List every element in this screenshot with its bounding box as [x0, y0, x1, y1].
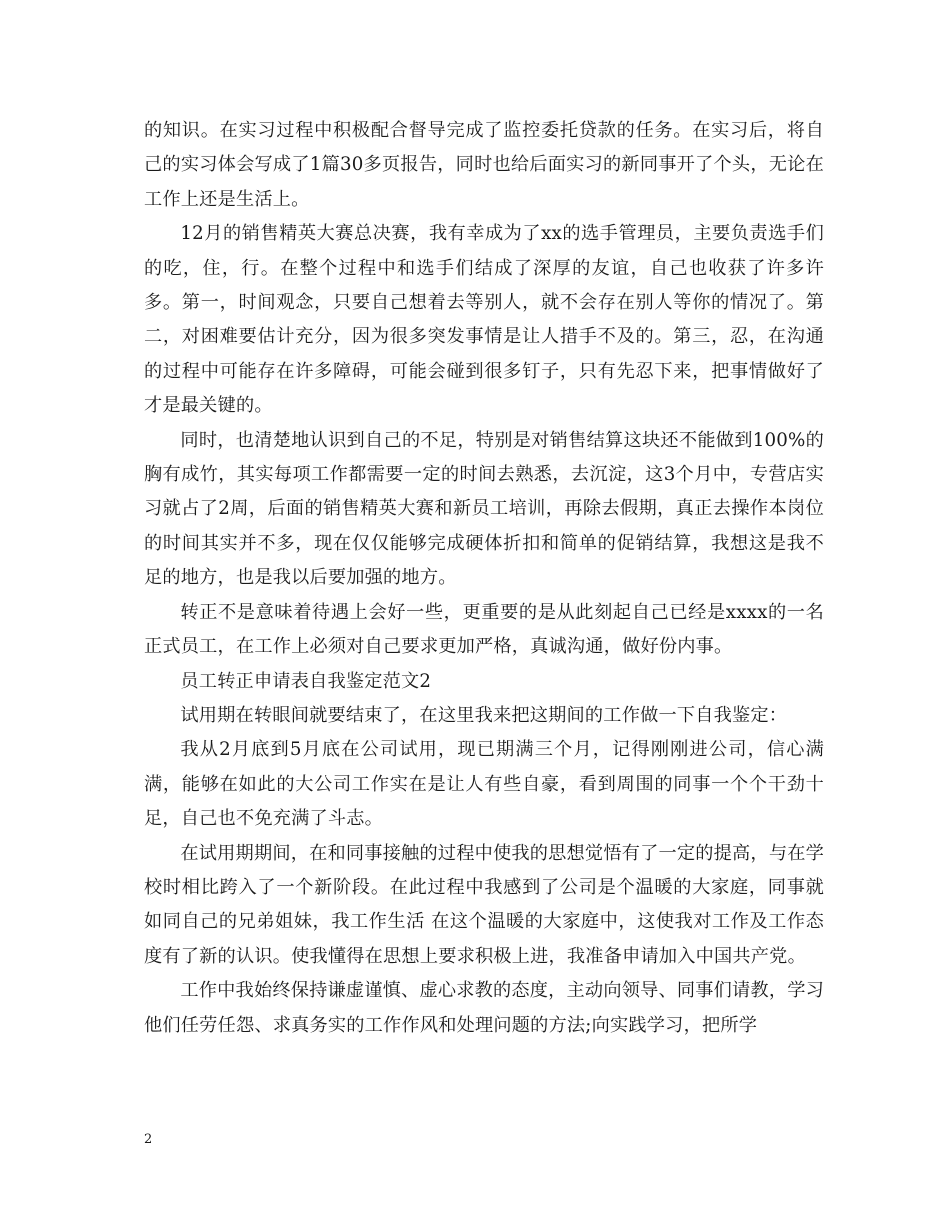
document-body	[144, 114, 824, 1043]
section-heading: 员工转正申请表自我鉴定范文2	[180, 670, 432, 692]
page-number: 2	[144, 1132, 153, 1147]
paragraph: 转正不是意味着待遇上会好一些，更重要的是从此刻起自己已经是xxxx的一名正式员工，在工作上必须对自己要求更加严格，真诚沟通，做好份内事。	[144, 601, 824, 658]
paragraph: 同时，也清楚地认识到自己的不足，特别是对销售结算这块还不能做到100%的胸有成竹，其实每项工作都需要一定的时间去熟悉，去沉淀，这3个月中，专营店实习就占了2周，后面的销售精英大赛和新员工培训，再除去假期，真正去操作本岗位的时间其实并不多，现在仅仅能够完成硬体折扣和简单的促销结算，我想这是我不足的地方，也是我以后要加强的地方。	[144, 429, 824, 589]
paragraph: 我从2月底到5月底在公司试用，现已期满三个月，记得刚刚进公司，信心满满，能够在如此的大公司工作实在是让人有些自豪，看到周围的同事一个个干劲十足，自己也不免充满了斗志。	[144, 739, 824, 830]
paragraph: 12月的销售精英大赛总决赛，我有幸成为了xx的选手管理员，主要负责选手们的吃，住，行。在整个过程中和选手们结成了深厚的友谊，自己也收获了许多许多。第一，时间观念，只要自己想着去等别人，就不会存在别人等你的情况了。第二，对困难要估计充分，因为很多突发事情是让人措手不及的。第三，忍，在沟通的过程中可能存在许多障碍，可能会碰到很多钉子，只有先忍下来，把事情做好了才是最关键的。	[144, 223, 824, 417]
paragraph: 试用期在转眼间就要结束了，在这里我来把这期间的工作做一下自我鉴定：	[180, 704, 788, 726]
paragraph: 的知识。在实习过程中积极配合督导完成了监控委托贷款的任务。在实习后，将自己的实习体会写成了1篇30多页报告，同时也给后面实习的新同事开了个头，无论在工作上还是生活上。	[144, 120, 824, 210]
paragraph: 工作中我始终保持谦虚谨慎、虚心求教的态度，主动向领导、同事们请教，学习他们任劳任怨、求真务实的工作作风和处理问题的方法;向实践学习，把所学	[144, 980, 824, 1036]
paragraph: 在试用期期间，在和同事接触的过程中使我的思想觉悟有了一定的提高，与在学校时相比跨入了一个新阶段。在此过程中我感到了公司是个温暖的大家庭，同事就如同自己的兄弟姐妹，我工作生活 在这个温暖的大家庭中，这使我对工作及工作态度有了新的认识。使我懂得在思想上要求积极上进，我准备申请加入中国共产党。	[144, 842, 824, 967]
